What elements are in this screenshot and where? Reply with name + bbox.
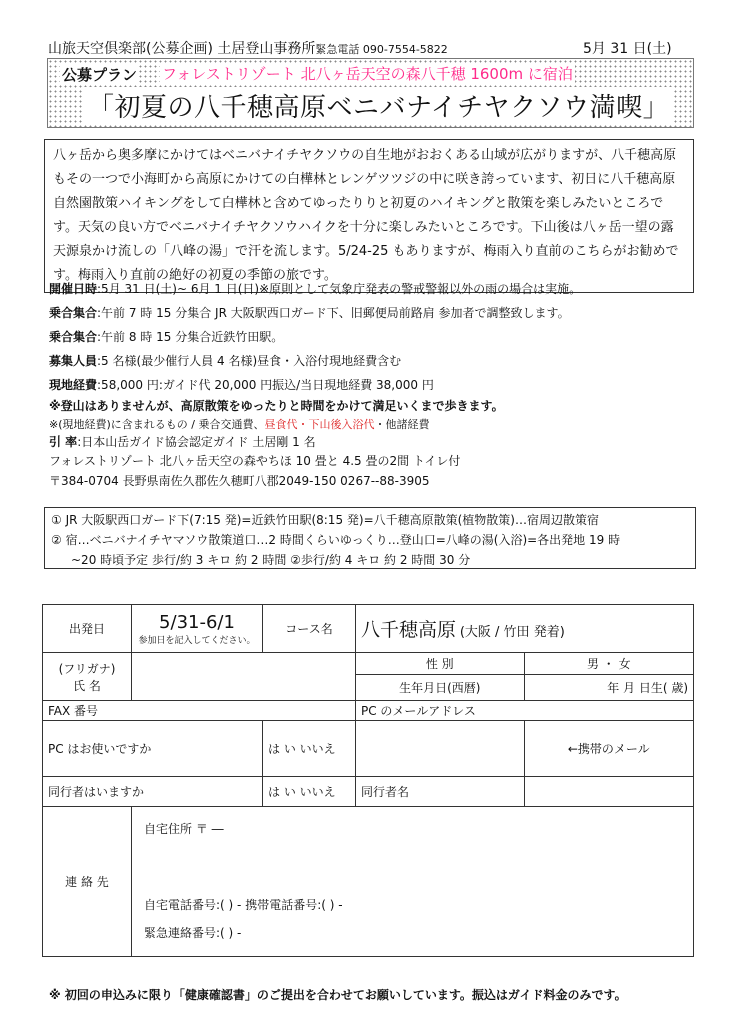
plan-subtitle: フォレストリゾート 北八ヶ岳天空の森八千穂 1600m に宿泊 (162, 65, 573, 83)
application-form (42, 604, 694, 957)
included-meals: 昼食代・下山後入浴代 (264, 418, 375, 431)
info-meet1 (49, 304, 570, 321)
phone-line (144, 891, 681, 919)
info-recruit-value: :5 名様(最少催行人員 4 名様)昼食・入浴付現地経費含む (97, 354, 402, 368)
emergency-phone-line: 緊急連絡番号:( ) - (144, 926, 242, 940)
emergency-phone: 緊急電話 090-7554-5822 (315, 43, 448, 56)
info-cost-value: :58,000 円:ガイド代 20,000 円振込/当日現地経費 38,000 円 (97, 378, 434, 392)
dob-fields[interactable]: 年 月 日生( 歳) (524, 675, 693, 701)
info-note: ※登山はありませんが、高原散策をゆったりと時間をかけて満足いくまで歩きます。 (49, 399, 504, 413)
info-address: 〒384-0704 長野県南佐久郡佐久穂町八郡2049-150 0267--88-3905 (49, 474, 430, 488)
info-cost-label: 現地経費 (49, 378, 98, 392)
title-banner (47, 58, 694, 128)
info-guide-value: :日本山岳ガイド協会認定ガイド 土居剛 1 名 (77, 435, 316, 449)
depart-label: 出発日 (43, 605, 132, 653)
info-meet2 (49, 328, 283, 345)
info-meet2-label: 乗合集合 (49, 330, 98, 344)
companion-question: 同行者はいますか (43, 777, 263, 807)
course-note: (大阪 / 竹田 発着) (459, 625, 565, 640)
info-dates-value: :5月 31 日(土)~ 6月 1 日(日)※原則として気象庁発表の警戒警報以外の雨の場合は実施。 (97, 282, 582, 296)
companion-yes-no[interactable]: は い いいえ (263, 777, 356, 807)
mobile-mail-input[interactable] (356, 721, 525, 777)
plan-label: 公募プラン (62, 66, 138, 84)
home-phone: 自宅電話番号:( ) - (144, 898, 242, 912)
included-a: ※(現地経費)に含まれるもの / 乗合交通費、 (49, 418, 265, 431)
name-label-cell (43, 653, 132, 701)
info-lodge: フォレストリゾート 北八ヶ岳天空の森やちほ 10 畳と 4.5 畳の2間 トイレ付 (49, 454, 461, 468)
course-box (44, 507, 696, 569)
depart-value: 5/31-6/1 (159, 611, 235, 633)
header-organization (48, 38, 448, 58)
course-cell (356, 605, 694, 653)
sex-options[interactable]: 男 ・ 女 (524, 653, 693, 675)
contact-label: 連 絡 先 (43, 807, 132, 957)
info-cost (49, 376, 434, 393)
course-line-3: ~20 時頃予定 歩行/約 3 キロ 約 2 時間 ②歩行/約 4 キロ 約 2 時間 30 分 (71, 553, 471, 567)
description-box: 八ヶ岳から奥多摩にかけてはベニバナイチヤクソウの自生地がおおくある山域が広がりますが、八千穂高原もその一つで小海町から高原にかけての白樺林とレンゲツツジの中に咲き誇っています、初日に八千穂高原自然園散策ハイキングをして白樺林と含めてゆったりりと初夏のハイキングと散策を楽しみたいところです。天気の良い方でベニバナイチヤクソウハイクを十分に楽しみたいところです。下山後は八ヶ岳一望の露天源泉かけ流しの「八峰の湯」で汗を流します。5/24-25 もありますが、梅雨入り直前のこちらがお勧めです。梅雨入り直前の絶好の初夏の季節の旅です。 (44, 139, 694, 293)
org-name: 山旅天空倶楽部(公募企画) 土居登山事務所 (48, 41, 316, 57)
info-recruit-label: 募集人員 (49, 354, 98, 368)
pc-question: PC はお使いですか (43, 721, 263, 777)
course-label: コース名 (263, 605, 356, 653)
name-label: 氏 名 (73, 678, 101, 693)
email-field[interactable]: PC のメールアドレス (356, 701, 694, 721)
pc-yes-no[interactable]: は い いいえ (263, 721, 356, 777)
course-line-2: ② 宿…ベニバナイチヤマソウ散策道口…2 時間くらいゆっくり…登山口=八峰の湯(入浴)=各出発地 19 時 (51, 533, 621, 547)
included-b: ・他諸経費 (374, 418, 430, 431)
mobile-mail-label: ←携帯のメール (524, 721, 693, 777)
furigana-label: (フリガナ) (58, 661, 116, 676)
name-input[interactable] (132, 653, 356, 701)
contact-cell[interactable] (132, 807, 694, 957)
companion-name-label: 同行者名 (356, 777, 525, 807)
dob-label: 生年月日(西暦) (356, 675, 525, 701)
info-guide-label: 引 率 (49, 435, 78, 449)
course-line-1: ① JR 大阪駅西口ガード下(7:15 発)=近鉄竹田駅(8:15 発)=八千穂高原散策(植物散策)…宿周辺散策宿 (51, 513, 599, 527)
depart-note: 参加日を記入してください。 (138, 635, 256, 646)
companion-name-input[interactable] (524, 777, 693, 807)
info-guide (49, 433, 316, 450)
info-dates (49, 280, 581, 297)
mobile-phone: 携帯電話番号:( ) - (245, 898, 343, 912)
depart-cell[interactable] (132, 605, 263, 653)
home-address: 自宅住所 〒 ― (144, 822, 224, 836)
fax-field[interactable]: FAX 番号 (43, 701, 356, 721)
page-title: 「初夏の八千穂高原ベニバナイチヤクソウ満喫」 (84, 87, 673, 124)
footer-note: ※ 初回の申込みに限り「健康確認書」のご提出を合わせてお願いしています。振込はガイド料金のみです。 (49, 988, 627, 1002)
info-included (49, 416, 430, 432)
sex-label: 性 別 (356, 653, 525, 675)
info-meet1-label: 乗合集合 (49, 306, 98, 320)
info-recruit (49, 352, 401, 369)
info-meet2-value: :午前 8 時 15 分集合近鉄竹田駅。 (97, 330, 284, 344)
info-meet1-value: :午前 7 時 15 分集合 JR 大阪駅西口ガード下、旧郵便局前路肩 参加者で調整致します。 (97, 306, 570, 320)
header-date: 5月 31 日(土) (583, 41, 672, 57)
course-value: 八千穂高原 (361, 619, 457, 641)
info-dates-label: 開催日時 (49, 282, 98, 296)
